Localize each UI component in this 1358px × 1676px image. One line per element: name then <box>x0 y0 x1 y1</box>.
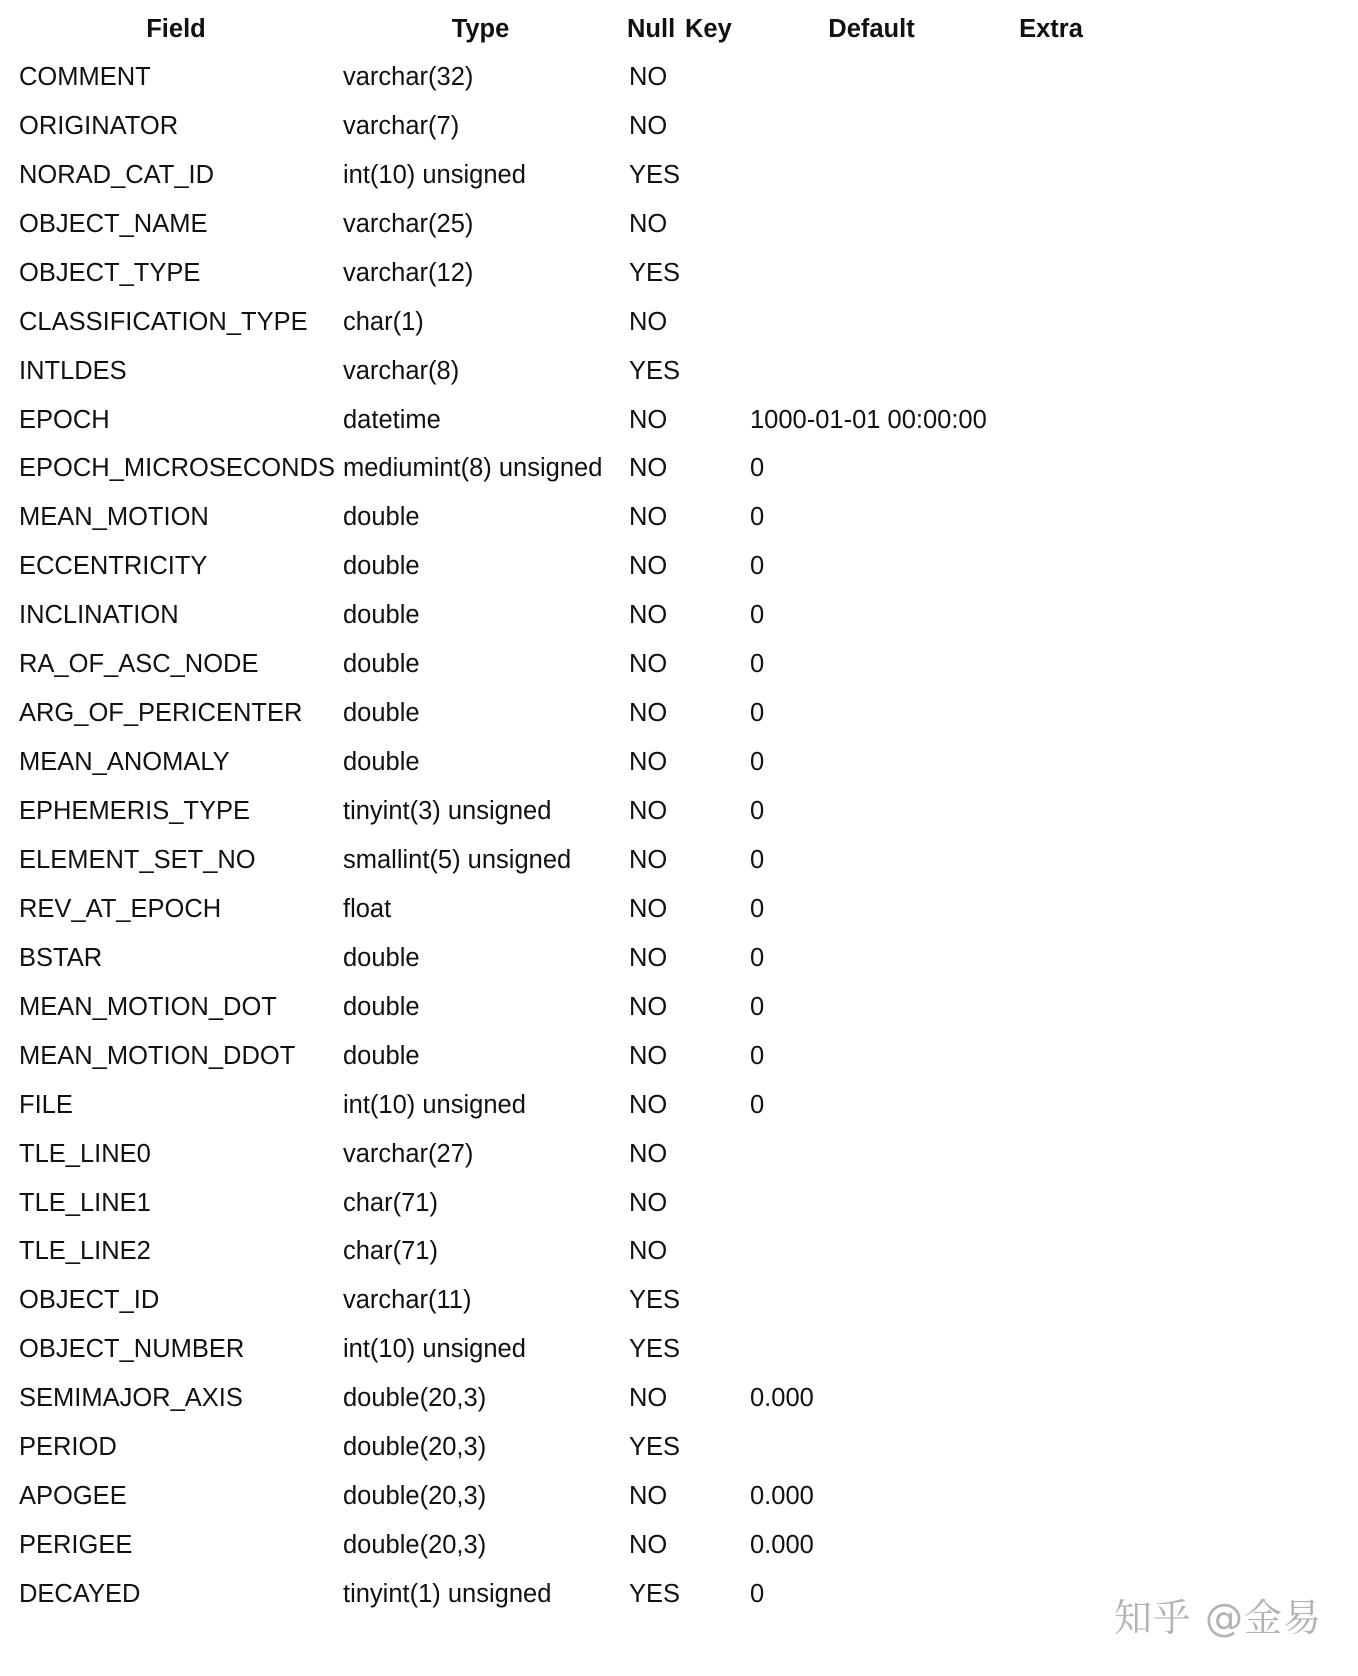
cell-default: 0.000 <box>750 1384 814 1413</box>
cell-extra <box>998 542 1104 591</box>
table-row <box>14 885 1104 934</box>
cell-null: NO <box>629 650 668 679</box>
cell-null: NO <box>629 454 668 483</box>
cell-default: 1000-01-01 00:00:00 <box>750 405 987 434</box>
cell-extra <box>998 53 1104 102</box>
cell-null: YES <box>629 258 681 287</box>
cell-null: NO <box>629 209 668 238</box>
cell-type: varchar(32) <box>343 62 474 91</box>
cell-null: NO <box>629 111 668 140</box>
cell-field: PERIGEE <box>19 1531 133 1560</box>
cell-field: MEAN_MOTION_DOT <box>19 992 277 1021</box>
cell-key <box>685 689 745 738</box>
table-row <box>14 1325 1104 1374</box>
cell-extra <box>998 787 1104 836</box>
cell-field: DECAYED <box>19 1580 141 1609</box>
table-row <box>14 1179 1104 1228</box>
cell-null: NO <box>629 601 668 630</box>
cell-key <box>685 1472 745 1521</box>
cell-key <box>685 787 745 836</box>
cell-null: NO <box>629 992 668 1021</box>
table-row <box>14 934 1104 983</box>
cell-field: OBJECT_TYPE <box>19 258 201 287</box>
cell-null: NO <box>629 1090 668 1119</box>
schema-table <box>14 5 1104 1619</box>
cell-type: varchar(11) <box>343 1286 472 1315</box>
cell-type: double(20,3) <box>343 1433 487 1462</box>
cell-field: INCLINATION <box>19 601 179 630</box>
column-header-key: Key <box>685 14 732 43</box>
cell-key <box>685 396 745 445</box>
cell-type: double <box>343 601 420 630</box>
cell-extra <box>998 1179 1104 1228</box>
cell-type: int(10) unsigned <box>343 1090 526 1119</box>
cell-null: NO <box>629 1139 668 1168</box>
cell-field: EPOCH_MICROSECONDS <box>19 454 335 483</box>
cell-extra <box>998 640 1104 689</box>
cell-default: 0 <box>750 894 765 923</box>
table-row <box>14 151 1104 200</box>
cell-null: NO <box>629 503 668 532</box>
cell-extra <box>998 298 1104 347</box>
cell-default: 0 <box>750 552 765 581</box>
table-row <box>14 836 1104 885</box>
table-row <box>14 983 1104 1032</box>
cell-null: NO <box>629 797 668 826</box>
cell-default: 0.000 <box>750 1531 814 1560</box>
cell-null: YES <box>629 1335 681 1364</box>
cell-field: APOGEE <box>19 1482 127 1511</box>
cell-extra <box>998 934 1104 983</box>
cell-null: NO <box>629 552 668 581</box>
cell-default <box>745 151 998 200</box>
table-row <box>14 591 1104 640</box>
cell-type: double <box>343 650 420 679</box>
cell-null: NO <box>629 405 668 434</box>
cell-extra <box>998 151 1104 200</box>
cell-null: NO <box>629 62 668 91</box>
table-row <box>14 445 1104 494</box>
cell-field: TLE_LINE2 <box>19 1237 151 1266</box>
cell-field: OBJECT_ID <box>19 1286 160 1315</box>
cell-field: OBJECT_NAME <box>19 209 208 238</box>
cell-key <box>685 445 745 494</box>
cell-default: 0 <box>750 503 765 532</box>
cell-type: varchar(27) <box>343 1139 474 1168</box>
table-row <box>14 1374 1104 1423</box>
cell-field: EPHEMERIS_TYPE <box>19 797 250 826</box>
table-row <box>14 298 1104 347</box>
cell-type: int(10) unsigned <box>343 1335 526 1364</box>
cell-key <box>685 1081 745 1130</box>
cell-key <box>685 542 745 591</box>
cell-field: RA_OF_ASC_NODE <box>19 650 259 679</box>
table-row <box>14 1472 1104 1521</box>
cell-field: PERIOD <box>19 1433 117 1462</box>
cell-extra <box>998 347 1104 396</box>
cell-null: NO <box>629 1188 668 1217</box>
cell-type: tinyint(1) unsigned <box>343 1580 552 1609</box>
column-header-type: Type <box>451 14 510 43</box>
table-row <box>14 1570 1104 1619</box>
cell-type: char(71) <box>343 1188 438 1217</box>
cell-key <box>685 1570 745 1619</box>
cell-extra <box>998 738 1104 787</box>
table-body <box>14 53 1104 1619</box>
cell-field: ELEMENT_SET_NO <box>19 845 256 874</box>
cell-type: double(20,3) <box>343 1531 487 1560</box>
table-row <box>14 493 1104 542</box>
cell-key <box>685 885 745 934</box>
cell-default: 0 <box>750 1580 765 1609</box>
cell-extra <box>998 1521 1104 1570</box>
cell-key <box>685 1325 745 1374</box>
cell-null: YES <box>629 1580 681 1609</box>
cell-default <box>745 249 998 298</box>
cell-type: double(20,3) <box>343 1384 487 1413</box>
cell-extra <box>998 983 1104 1032</box>
table-header <box>14 5 1104 53</box>
cell-default <box>745 200 998 249</box>
cell-default: 0 <box>750 748 765 777</box>
cell-extra <box>998 885 1104 934</box>
cell-extra <box>998 102 1104 151</box>
cell-null: NO <box>629 1237 668 1266</box>
cell-field: CLASSIFICATION_TYPE <box>19 307 308 336</box>
cell-key <box>685 1228 745 1277</box>
column-header-extra: Extra <box>1019 14 1083 43</box>
cell-null: NO <box>629 943 668 972</box>
table-row <box>14 249 1104 298</box>
cell-type: varchar(25) <box>343 209 474 238</box>
column-header-null: Null <box>627 14 676 43</box>
cell-default: 0 <box>750 454 765 483</box>
cell-key <box>685 1130 745 1179</box>
cell-default: 0 <box>750 1041 765 1070</box>
cell-extra <box>998 249 1104 298</box>
cell-extra <box>998 445 1104 494</box>
cell-default: 0 <box>750 845 765 874</box>
cell-key <box>685 1032 745 1081</box>
cell-key <box>685 836 745 885</box>
cell-field: ECCENTRICITY <box>19 552 208 581</box>
cell-field: COMMENT <box>19 62 151 91</box>
cell-default: 0.000 <box>750 1482 814 1511</box>
cell-null: YES <box>629 1433 681 1462</box>
cell-default <box>745 102 998 151</box>
cell-type: double <box>343 992 420 1021</box>
cell-null: YES <box>629 1286 681 1315</box>
cell-field: MEAN_MOTION_DDOT <box>19 1041 296 1070</box>
cell-field: MEAN_ANOMALY <box>19 748 230 777</box>
cell-extra <box>998 396 1104 445</box>
cell-field: REV_AT_EPOCH <box>19 894 222 923</box>
cell-key <box>685 1374 745 1423</box>
cell-default <box>745 1325 998 1374</box>
cell-default <box>745 347 998 396</box>
column-header-default: Default <box>828 14 915 43</box>
cell-field: OBJECT_NUMBER <box>19 1335 245 1364</box>
cell-extra <box>998 1276 1104 1325</box>
cell-default: 0 <box>750 1090 765 1119</box>
cell-default: 0 <box>750 797 765 826</box>
cell-type: varchar(7) <box>343 111 460 140</box>
cell-key <box>685 200 745 249</box>
cell-type: char(71) <box>343 1237 438 1266</box>
cell-field: EPOCH <box>19 405 110 434</box>
cell-extra <box>998 200 1104 249</box>
cell-extra <box>998 493 1104 542</box>
table-row <box>14 53 1104 102</box>
cell-extra <box>998 1374 1104 1423</box>
cell-extra <box>998 1472 1104 1521</box>
cell-null: NO <box>629 845 668 874</box>
cell-type: double <box>343 748 420 777</box>
cell-key <box>685 102 745 151</box>
cell-type: double(20,3) <box>343 1482 487 1511</box>
cell-type: double <box>343 943 420 972</box>
cell-default <box>745 1228 998 1277</box>
cell-extra <box>998 1081 1104 1130</box>
cell-key <box>685 298 745 347</box>
table-row <box>14 396 1104 445</box>
cell-extra <box>998 1130 1104 1179</box>
cell-key <box>685 347 745 396</box>
cell-key <box>685 983 745 1032</box>
table-row <box>14 542 1104 591</box>
table-row <box>14 1521 1104 1570</box>
cell-extra <box>998 591 1104 640</box>
table-row <box>14 1032 1104 1081</box>
cell-type: varchar(12) <box>343 258 474 287</box>
cell-field: ORIGINATOR <box>19 111 179 140</box>
cell-type: char(1) <box>343 307 424 336</box>
cell-field: MEAN_MOTION <box>19 503 209 532</box>
column-header-field: Field <box>146 14 206 43</box>
cell-extra <box>998 1325 1104 1374</box>
cell-null: NO <box>629 1384 668 1413</box>
cell-key <box>685 1423 745 1472</box>
table-row <box>14 1081 1104 1130</box>
cell-null: YES <box>629 356 681 385</box>
cell-field: TLE_LINE0 <box>19 1139 151 1168</box>
cell-default: 0 <box>750 943 765 972</box>
cell-type: tinyint(3) unsigned <box>343 797 552 826</box>
cell-type: double <box>343 1041 420 1070</box>
cell-null: NO <box>629 894 668 923</box>
cell-field: FILE <box>19 1090 73 1119</box>
cell-extra <box>998 1423 1104 1472</box>
cell-field: INTLDES <box>19 356 127 385</box>
watermark: 知乎 @金易 <box>1113 1596 1322 1640</box>
cell-key <box>685 151 745 200</box>
cell-default: 0 <box>750 699 765 728</box>
cell-key <box>685 493 745 542</box>
cell-extra <box>998 1228 1104 1277</box>
cell-type: float <box>343 894 392 923</box>
cell-field: NORAD_CAT_ID <box>19 160 215 189</box>
table-row <box>14 200 1104 249</box>
table-row <box>14 102 1104 151</box>
cell-key <box>685 1521 745 1570</box>
cell-key <box>685 1276 745 1325</box>
cell-null: NO <box>629 699 668 728</box>
cell-null: NO <box>629 1482 668 1511</box>
table-row <box>14 1423 1104 1472</box>
table-row <box>14 738 1104 787</box>
cell-default: 0 <box>750 992 765 1021</box>
cell-type: double <box>343 503 420 532</box>
cell-field: SEMIMAJOR_AXIS <box>19 1384 243 1413</box>
cell-null: NO <box>629 1041 668 1070</box>
cell-type: mediumint(8) unsigned <box>343 454 603 483</box>
cell-key <box>685 591 745 640</box>
cell-default <box>745 53 998 102</box>
cell-default <box>745 298 998 347</box>
table-row <box>14 689 1104 738</box>
cell-field: TLE_LINE1 <box>19 1188 151 1217</box>
cell-null: NO <box>629 307 668 336</box>
cell-key <box>685 1179 745 1228</box>
table-row <box>14 1276 1104 1325</box>
cell-field: BSTAR <box>19 943 103 972</box>
table-row <box>14 787 1104 836</box>
cell-default: 0 <box>750 650 765 679</box>
table-row <box>14 640 1104 689</box>
cell-type: int(10) unsigned <box>343 160 526 189</box>
cell-extra <box>998 689 1104 738</box>
cell-type: varchar(8) <box>343 356 460 385</box>
cell-null: YES <box>629 160 681 189</box>
table-row <box>14 347 1104 396</box>
cell-key <box>685 640 745 689</box>
cell-null: NO <box>629 748 668 777</box>
cell-key <box>685 738 745 787</box>
cell-type: double <box>343 552 420 581</box>
cell-type: double <box>343 699 420 728</box>
cell-extra <box>998 836 1104 885</box>
cell-field: ARG_OF_PERICENTER <box>19 699 303 728</box>
cell-key <box>685 249 745 298</box>
cell-key <box>685 53 745 102</box>
cell-type: smallint(5) unsigned <box>343 845 572 874</box>
cell-type: datetime <box>343 405 441 434</box>
cell-default <box>745 1130 998 1179</box>
cell-extra <box>998 1570 1104 1619</box>
cell-default: 0 <box>750 601 765 630</box>
cell-default <box>745 1179 998 1228</box>
table-row <box>14 1228 1104 1277</box>
cell-extra <box>998 1032 1104 1081</box>
cell-default <box>745 1276 998 1325</box>
header-row <box>14 5 1104 53</box>
cell-key <box>685 934 745 983</box>
table-row <box>14 1130 1104 1179</box>
cell-default <box>745 1423 998 1472</box>
cell-null: NO <box>629 1531 668 1560</box>
